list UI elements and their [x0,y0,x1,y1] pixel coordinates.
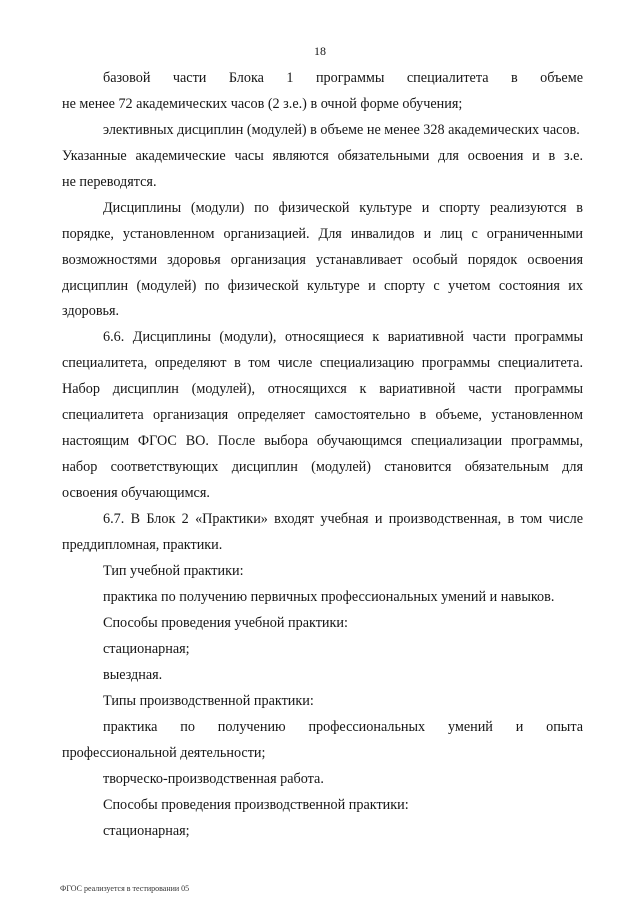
text-line: Типы производственной практики: [103,693,314,709]
text-line: Тип учебной практики: [103,563,244,579]
page-number: 18 [314,44,326,58]
text-line: преддипломная, практики. [62,537,223,553]
text-line: практика по получению первичных профессиональных умений и навыков. [103,589,555,605]
text-line: 6.6. Дисциплины (модули), относящиеся к вариативной части программы [103,329,583,345]
text-line: стационарная; [103,641,190,657]
text-line: базовой части Блока 1 программы специалитета в объеме [103,70,583,86]
text-line: набор соответствующих дисциплин (модулей) становится обязательным для [62,459,583,475]
text-line: не менее 72 академических часов (2 з.е.) в очной форме обучения; [62,96,463,112]
text-line: Указанные академические часы являются обязательными для освоения и в з.е. [62,148,583,164]
text-line: практика по получению профессиональных умений и опыта [103,719,583,735]
page-footer: ФГОС реализуется в тестировании 05 [60,884,190,893]
text-line: Способы проведения учебной практики: [103,615,348,631]
text-line: порядке, установленном организацией. Для инвалидов и лиц с ограниченными [62,226,583,242]
text-line: специалитета организация определяет самостоятельно в объеме, установленном [62,407,583,423]
text-line: возможностями здоровья организация устанавливает особый порядок освоения [62,252,583,268]
text-line: освоения обучающимся. [62,485,210,501]
text-line: выездная. [103,667,163,683]
text-line: элективных дисциплин (модулей) в объеме не менее 328 академических часов. [103,122,580,138]
text-line: Способы проведения производственной практики: [103,797,409,813]
text-line: профессиональной деятельности; [62,745,266,761]
text-line: специалитета, определяют в том числе специализацию программы специалитета. [62,355,583,371]
text-line: творческо-производственная работа. [103,771,324,787]
text-line: здоровья. [62,303,120,319]
text-line: настоящим ФГОС ВО. После выбора обучающимся специализации программы, [62,433,583,449]
text-line: Дисциплины (модули) по физической культуре и спорту реализуются в [103,200,583,216]
text-line: дисциплин (модулей) по физической культуре и спорту с учетом состояния их [62,278,583,294]
text-line: Набор дисциплин (модулей), относящихся к вариативной части программы [62,381,583,397]
text-line: стационарная; [103,823,190,839]
text-line: 6.7. В Блок 2 «Практики» входят учебная и производственная, в том числе [103,511,583,527]
text-line: не переводятся. [62,174,157,190]
